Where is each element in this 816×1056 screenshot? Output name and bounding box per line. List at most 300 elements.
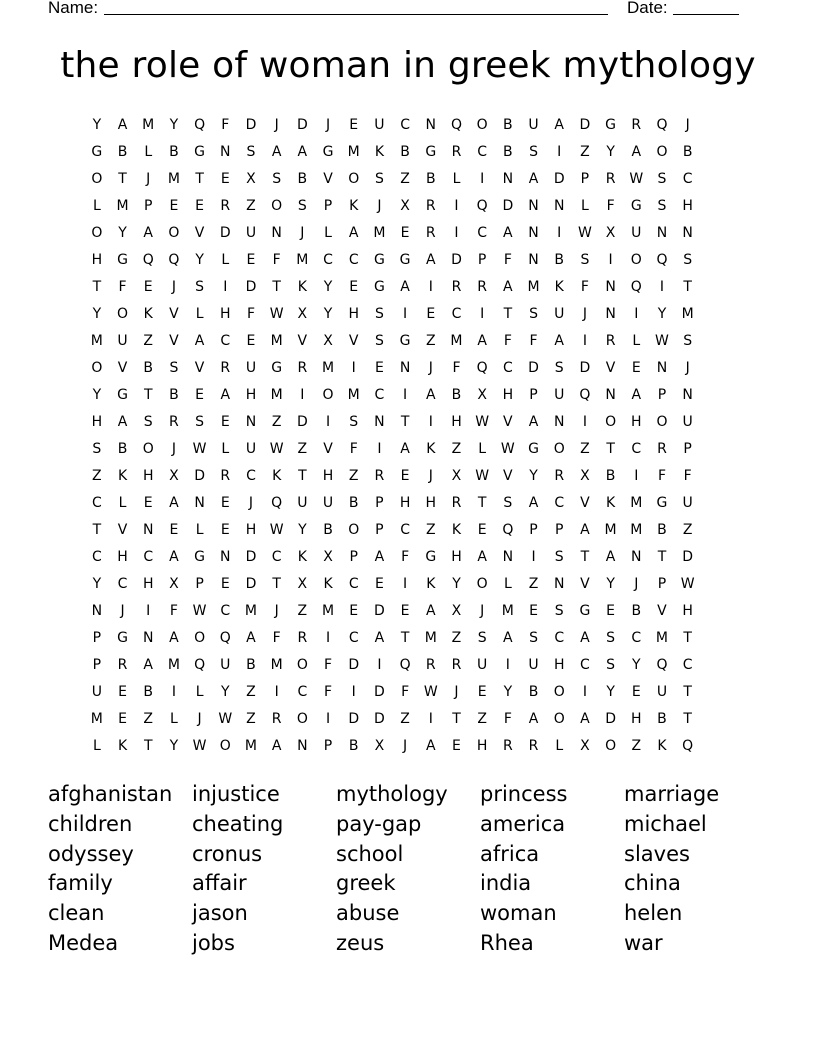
grid-letter: B (117, 144, 128, 160)
grid-letter: H (631, 711, 642, 727)
grid-letter: S (580, 252, 590, 268)
grid-letter: A (194, 333, 205, 349)
grid-letter: Q (656, 252, 668, 268)
grid-letter: P (92, 630, 102, 646)
grid-letter: L (118, 495, 127, 511)
grid-letter: Z (246, 711, 256, 727)
grid-letter: Y (221, 684, 230, 700)
grid-letter: O (656, 414, 668, 430)
grid-letter: M (655, 630, 669, 646)
grid-letter: N (553, 198, 565, 214)
grid-letter: A (143, 657, 153, 673)
grid-letter: D (245, 279, 257, 295)
grid-letter: C (348, 576, 359, 592)
grid-letter: A (297, 144, 308, 160)
grid-letter: O (168, 225, 180, 241)
grid-letter: R (605, 333, 616, 349)
grid-letter: H (322, 468, 334, 484)
grid-letter: H (631, 414, 642, 430)
grid-letter: F (324, 684, 333, 700)
date-line[interactable] (673, 14, 739, 15)
grid-letter: A (528, 495, 539, 511)
grid-letter: M (347, 387, 360, 403)
grid-letter: A (503, 630, 513, 646)
name-line[interactable] (104, 14, 608, 15)
grid-letter: A (631, 387, 642, 403)
grid-letter: E (195, 387, 205, 403)
grid-row (84, 573, 701, 600)
grid-letter: A (220, 387, 231, 403)
grid-letter: H (142, 468, 154, 484)
grid-letter: X (605, 225, 616, 241)
grid-letter: Z (400, 711, 410, 727)
grid-letter: Z (528, 576, 539, 592)
grid-letter: R (297, 630, 308, 646)
grid-letter: O (91, 225, 103, 241)
grid-letter: K (297, 549, 307, 565)
grid-letter: C (297, 684, 308, 700)
grid-letter: X (323, 333, 333, 349)
grid-letter: N (399, 360, 411, 376)
grid-letter: K (451, 522, 462, 538)
grid-letter: D (374, 711, 385, 727)
grid-letter: T (606, 441, 615, 457)
grid-letter: M (296, 252, 309, 268)
grid-letter: H (245, 387, 257, 403)
grid-letter: C (682, 657, 693, 673)
grid-letter: K (606, 495, 616, 511)
grid-letter: B (528, 684, 539, 700)
grid-row (84, 222, 701, 249)
word-item: odyssey (48, 841, 134, 866)
grid-letter: N (425, 117, 437, 133)
grid-letter: L (195, 306, 204, 322)
word-item: injustice (192, 782, 280, 806)
grid-letter: Y (92, 576, 102, 592)
grid-row (84, 735, 701, 762)
grid-letter: E (606, 603, 616, 619)
grid-letter: J (120, 603, 125, 619)
grid-letter: N (374, 414, 385, 430)
grid-letter: I (608, 252, 613, 268)
grid-letter: U (477, 657, 488, 673)
grid-letter: M (90, 711, 103, 727)
grid-letter: A (528, 711, 539, 727)
grid-letter: G (117, 387, 128, 403)
grid-letter: A (580, 711, 590, 727)
grid-letter: Y (606, 684, 615, 700)
grid-letter: D (682, 549, 694, 565)
grid-letter: D (348, 657, 360, 673)
grid-letter: B (682, 144, 693, 160)
grid-letter: A (348, 225, 359, 241)
grid-letter: T (452, 711, 461, 727)
grid-letter: S (195, 279, 205, 295)
grid-letter: I (403, 306, 408, 322)
grid-letter: S (374, 171, 384, 187)
grid-letter: S (503, 495, 513, 511)
grid-letter: I (480, 306, 485, 322)
grid-letter: V (117, 522, 128, 538)
grid-letter: P (529, 387, 538, 403)
grid-letter: P (375, 495, 384, 511)
grid-letter: R (554, 468, 565, 484)
grid-letter: O (194, 630, 206, 646)
grid-letter: K (272, 468, 282, 484)
grid-letter: R (631, 117, 642, 133)
grid-letter: X (580, 738, 590, 754)
grid-letter: E (220, 171, 230, 187)
word-item: war (624, 930, 663, 955)
grid-letter: J (325, 117, 331, 133)
word-item: india (480, 871, 532, 896)
grid-letter: G (271, 360, 283, 376)
grid-letter: F (246, 306, 255, 322)
grid-letter: N (656, 225, 668, 241)
grid-letter: N (142, 522, 154, 538)
grid-letter: E (400, 225, 410, 241)
grid-letter: S (657, 198, 667, 214)
grid-letter: O (91, 171, 103, 187)
grid-letter: Z (246, 684, 256, 700)
grid-letter: M (630, 495, 643, 511)
grid-letter: S (554, 360, 564, 376)
grid-letter: S (169, 360, 179, 376)
grid-letter: F (221, 117, 230, 133)
grid-letter: B (503, 144, 513, 160)
grid-letter: A (477, 549, 487, 565)
grid-letter: V (194, 225, 205, 241)
grid-letter: C (554, 630, 565, 646)
grid-letter: E (349, 117, 359, 133)
grid-letter: Q (194, 117, 206, 133)
word-row (48, 810, 768, 840)
grid-letter: F (657, 468, 666, 484)
grid-row (84, 330, 701, 357)
grid-letter: F (349, 441, 358, 457)
grid-row (84, 492, 701, 519)
grid-letter: J (300, 225, 305, 241)
word-item: Rhea (480, 930, 534, 955)
grid-letter: R (451, 657, 462, 673)
grid-letter: K (297, 279, 307, 295)
grid-letter: H (553, 657, 565, 673)
grid-letter: L (170, 711, 178, 727)
grid-letter: G (630, 198, 642, 214)
grid-letter: J (274, 117, 279, 133)
grid-letter: I (325, 711, 331, 727)
grid-letter: J (248, 495, 254, 511)
grid-letter: O (271, 198, 283, 214)
grid-letter: E (349, 279, 359, 295)
word-list (48, 780, 768, 959)
grid-letter: Y (92, 306, 102, 322)
grid-letter: I (403, 387, 408, 403)
word-item: mythology (336, 782, 448, 806)
grid-letter: N (682, 225, 693, 241)
grid-letter: Y (452, 576, 461, 592)
grid-letter: D (219, 225, 231, 241)
grid-letter: Y (503, 684, 513, 700)
grid-letter: H (245, 522, 257, 538)
grid-letter: I (557, 225, 562, 241)
grid-letter: T (92, 279, 102, 295)
grid-letter: Y (657, 306, 667, 322)
grid-letter: U (631, 225, 642, 241)
grid-letter: U (245, 360, 257, 376)
grid-letter: W (269, 306, 284, 322)
grid-letter: W (475, 468, 490, 484)
grid-letter: S (272, 171, 282, 187)
grid-letter: P (580, 171, 590, 187)
grid-letter: S (195, 414, 205, 430)
grid-letter: E (374, 360, 384, 376)
page-title: the role of woman in greek mythology (60, 45, 756, 86)
grid-letter: I (557, 144, 562, 160)
grid-letter: D (451, 252, 462, 268)
grid-letter: B (143, 360, 154, 376)
grid-letter: F (503, 252, 512, 268)
grid-letter: C (246, 468, 256, 484)
grid-letter: U (245, 225, 257, 241)
grid-letter: F (272, 252, 281, 268)
grid-letter: J (685, 360, 690, 376)
grid-letter: G (579, 603, 591, 619)
grid-letter: J (377, 198, 382, 214)
grid-letter: I (223, 279, 228, 295)
grid-letter: G (399, 252, 411, 268)
grid-letter: T (143, 387, 153, 403)
grid-letter: A (169, 549, 179, 565)
grid-letter: I (531, 549, 536, 565)
grid-letter: A (425, 252, 436, 268)
grid-letter: Y (632, 657, 641, 673)
grid-letter: P (323, 198, 333, 214)
grid-letter: M (270, 387, 283, 403)
grid-row (84, 465, 701, 492)
word-item: slaves (624, 841, 690, 866)
grid-letter: N (528, 198, 539, 214)
grid-letter: H (682, 603, 693, 619)
grid-letter: K (323, 576, 333, 592)
grid-letter: C (400, 117, 410, 133)
grid-letter: I (582, 333, 587, 349)
grid-letter: B (631, 603, 642, 619)
grid-letter: D (374, 603, 385, 619)
date-label: Date: (627, 0, 668, 17)
grid-letter: Y (118, 225, 127, 241)
grid-row (84, 438, 701, 465)
grid-letter: L (581, 198, 589, 214)
grid-letter: K (349, 198, 359, 214)
word-item: pay-gap (336, 811, 422, 836)
grid-letter: H (476, 738, 488, 754)
word-item: jobs (192, 930, 235, 955)
grid-letter: Y (606, 576, 615, 592)
grid-letter: O (656, 144, 668, 160)
grid-letter: I (428, 279, 433, 295)
grid-letter: F (606, 198, 615, 214)
grid-letter: C (348, 630, 359, 646)
grid-letter: B (400, 144, 410, 160)
grid-letter: J (146, 171, 151, 187)
grid-letter: Z (348, 468, 359, 484)
grid-letter: H (91, 414, 103, 430)
grid-letter: L (221, 252, 230, 268)
grid-letter: S (554, 549, 564, 565)
grid-letter: P (92, 657, 102, 673)
grid-letter: V (657, 603, 667, 619)
grid-letter: G (605, 117, 617, 133)
grid-letter: A (425, 387, 436, 403)
grid-letter: S (606, 657, 616, 673)
grid-letter: Y (195, 252, 204, 268)
grid-letter: C (374, 387, 385, 403)
word-item: woman (480, 901, 557, 926)
grid-letter: D (245, 576, 257, 592)
grid-letter: J (428, 360, 433, 376)
word-row (48, 780, 768, 810)
name-label: Name: (48, 0, 99, 17)
grid-letter: I (300, 387, 305, 403)
grid-letter: B (657, 522, 667, 538)
grid-letter: N (271, 225, 282, 241)
grid-letter: U (656, 684, 668, 700)
grid-letter: O (296, 657, 308, 673)
word-row (48, 929, 768, 959)
grid-letter: V (503, 468, 513, 484)
grid-letter: V (580, 495, 590, 511)
grid-letter: X (451, 468, 462, 484)
grid-letter: J (171, 279, 176, 295)
grid-letter: Z (631, 738, 642, 754)
grid-letter: O (348, 171, 360, 187)
grid-letter: H (682, 198, 693, 214)
grid-letter: E (118, 684, 127, 700)
grid-letter: E (374, 576, 384, 592)
grid-letter: A (631, 144, 642, 160)
grid-letter: P (683, 441, 692, 457)
grid-letter: P (349, 549, 358, 565)
grid-letter: Q (630, 279, 642, 295)
grid-letter: C (477, 225, 488, 241)
grid-letter: Y (298, 522, 307, 538)
grid-letter: E (143, 279, 153, 295)
grid-letter: A (528, 171, 539, 187)
word-item: Medea (48, 930, 119, 955)
grid-letter: U (554, 387, 565, 403)
grid-letter: A (554, 117, 564, 133)
grid-letter: Y (92, 387, 102, 403)
grid-letter: P (195, 576, 204, 592)
grid-letter: I (454, 198, 459, 214)
grid-letter: Q (579, 387, 591, 403)
grid-letter: R (297, 360, 308, 376)
grid-letter: S (529, 306, 538, 322)
word-item: america (480, 811, 566, 836)
grid-letter: N (297, 738, 308, 754)
grid-letter: A (400, 279, 410, 295)
grid-letter: N (502, 171, 514, 187)
grid-letter: W (192, 603, 207, 619)
grid-letter: Z (143, 333, 154, 349)
grid-letter: X (374, 738, 385, 754)
grid-letter: J (197, 711, 202, 727)
word-item: marriage (624, 782, 720, 806)
grid-letter: R (220, 360, 231, 376)
grid-letter: E (220, 522, 230, 538)
grid-letter: M (527, 279, 540, 295)
grid-letter: G (528, 441, 539, 457)
grid-letter: M (116, 198, 129, 214)
grid-letter: O (219, 738, 231, 754)
grid-letter: W (192, 441, 207, 457)
grid-letter: C (348, 252, 359, 268)
grid-letter: T (400, 630, 410, 646)
grid-letter: I (634, 468, 639, 484)
grid-letter: E (118, 711, 127, 727)
grid-letter: W (500, 441, 515, 457)
grid-letter: D (502, 198, 514, 214)
grid-letter: B (425, 171, 436, 187)
grid-letter: R (425, 225, 436, 241)
grid-letter: O (476, 576, 488, 592)
grid-letter: W (218, 711, 233, 727)
grid-letter: B (246, 657, 256, 673)
grid-letter: E (220, 576, 230, 592)
grid-letter: P (143, 198, 153, 214)
grid-letter: F (683, 468, 692, 484)
grid-letter: Y (169, 117, 179, 133)
grid-letter: G (194, 549, 206, 565)
grid-letter: S (683, 333, 693, 349)
grid-letter: H (399, 495, 411, 511)
grid-letter: N (194, 495, 205, 511)
grid-letter: C (220, 333, 231, 349)
grid-letter: D (296, 414, 308, 430)
word-item: afghanistan (48, 782, 173, 806)
grid-letter: B (117, 441, 128, 457)
grid-letter: I (480, 171, 485, 187)
grid-letter: M (450, 333, 463, 349)
grid-letter: N (91, 603, 103, 619)
grid-letter: E (477, 684, 487, 700)
grid-row (84, 357, 701, 384)
grid-row (84, 411, 701, 438)
grid-letter: W (655, 333, 669, 349)
grid-letter: X (169, 468, 179, 484)
grid-letter: O (605, 738, 617, 754)
grid-letter: C (631, 630, 642, 646)
grid-letter: I (325, 630, 331, 646)
grid-letter: A (271, 738, 282, 754)
grid-letter: L (221, 441, 230, 457)
grid-letter: C (117, 576, 128, 592)
grid-letter: E (631, 684, 641, 700)
grid-letter: Z (425, 522, 436, 538)
grid-letter: A (143, 225, 153, 241)
grid-letter: D (348, 711, 360, 727)
grid-letter: A (580, 522, 590, 538)
grid-letter: A (117, 414, 128, 430)
grid-letter: T (143, 738, 153, 754)
grid-letter: K (117, 468, 128, 484)
grid-letter: A (374, 549, 385, 565)
grid-letter: O (296, 711, 308, 727)
grid-letter: N (502, 549, 514, 565)
grid-letter: L (632, 333, 641, 349)
grid-letter: R (657, 441, 667, 457)
